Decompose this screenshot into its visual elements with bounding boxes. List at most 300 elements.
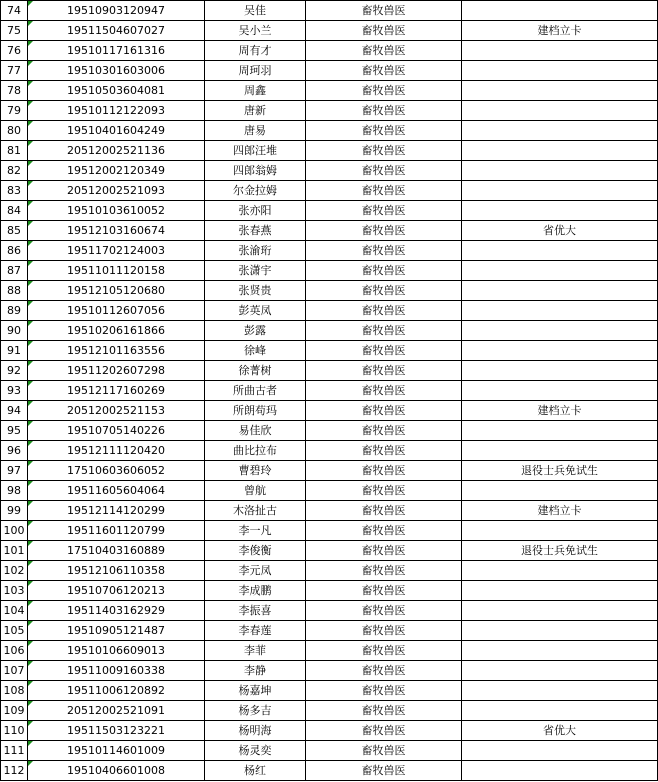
student-id-cell[interactable] xyxy=(28,241,205,261)
row-index-cell[interactable] xyxy=(1,641,28,661)
major-cell[interactable] xyxy=(306,481,462,501)
table-row xyxy=(1,181,658,201)
major-text: 畜牧兽医 xyxy=(361,264,406,277)
student-id-cell[interactable] xyxy=(28,401,205,421)
text-number-flag-icon xyxy=(28,421,33,426)
row-index-cell[interactable] xyxy=(1,661,28,681)
note-cell[interactable] xyxy=(462,361,658,381)
row-index-cell[interactable] xyxy=(1,61,28,81)
text-number-flag-icon xyxy=(28,1,33,6)
student-name-cell[interactable] xyxy=(205,81,306,101)
student-id-cell[interactable] xyxy=(28,561,205,581)
note-cell[interactable] xyxy=(462,661,658,681)
table-row xyxy=(1,361,658,381)
student-name-cell[interactable] xyxy=(205,141,306,161)
student-name-text: 彭露 xyxy=(244,324,266,337)
note-text: 退役士兵免试生 xyxy=(521,544,598,557)
student-id-cell[interactable] xyxy=(28,741,205,761)
major-cell[interactable] xyxy=(306,381,462,401)
row-index-cell[interactable] xyxy=(1,281,28,301)
row-index-text: 87 xyxy=(7,264,21,277)
major-cell[interactable] xyxy=(306,761,462,781)
table-row xyxy=(1,81,658,101)
text-number-flag-icon xyxy=(28,341,33,346)
row-index-text: 101 xyxy=(3,544,25,557)
row-index-cell[interactable] xyxy=(1,401,28,421)
row-index-text: 104 xyxy=(3,604,25,617)
student-id-cell[interactable] xyxy=(28,521,205,541)
major-cell[interactable] xyxy=(306,141,462,161)
note-cell[interactable] xyxy=(462,121,658,141)
student-id-cell[interactable] xyxy=(28,221,205,241)
student-name-cell[interactable] xyxy=(205,301,306,321)
student-name-text: 李俊衡 xyxy=(238,544,272,557)
row-index-cell[interactable] xyxy=(1,701,28,721)
major-cell[interactable] xyxy=(306,701,462,721)
student-name-text: 周有才 xyxy=(238,44,272,57)
note-cell[interactable] xyxy=(462,241,658,261)
student-id-text: 19510117161316 xyxy=(67,44,165,57)
student-id-cell[interactable] xyxy=(28,181,205,201)
note-cell[interactable] xyxy=(462,281,658,301)
student-name-cell[interactable] xyxy=(205,321,306,341)
student-id-cell[interactable] xyxy=(28,761,205,781)
table-row xyxy=(1,481,658,501)
student-name-text: 四郎翁姆 xyxy=(233,164,277,177)
table-row xyxy=(1,581,658,601)
student-id-cell[interactable] xyxy=(28,641,205,661)
student-name-text: 杨红 xyxy=(244,764,266,777)
note-cell[interactable] xyxy=(462,21,658,41)
major-cell[interactable] xyxy=(306,721,462,741)
student-name-cell[interactable] xyxy=(205,621,306,641)
student-name-cell[interactable] xyxy=(205,121,306,141)
major-cell[interactable] xyxy=(306,181,462,201)
note-cell[interactable] xyxy=(462,41,658,61)
student-name-cell[interactable] xyxy=(205,1,306,21)
student-id-text: 19510705140226 xyxy=(67,424,165,437)
major-text: 畜牧兽医 xyxy=(361,184,406,197)
student-id-cell[interactable] xyxy=(28,301,205,321)
table-row xyxy=(1,61,658,81)
text-number-flag-icon xyxy=(28,101,33,106)
row-index-text: 78 xyxy=(7,84,21,97)
text-number-flag-icon xyxy=(28,201,33,206)
row-index-cell[interactable] xyxy=(1,321,28,341)
major-cell[interactable] xyxy=(306,581,462,601)
major-cell[interactable] xyxy=(306,641,462,661)
row-index-cell[interactable] xyxy=(1,1,28,21)
note-cell[interactable] xyxy=(462,461,658,481)
student-name-cell[interactable] xyxy=(205,581,306,601)
student-name-cell[interactable] xyxy=(205,501,306,521)
major-cell[interactable] xyxy=(306,421,462,441)
text-number-flag-icon xyxy=(28,281,33,286)
row-index-cell[interactable] xyxy=(1,121,28,141)
row-index-text: 93 xyxy=(7,384,21,397)
student-name-cell[interactable] xyxy=(205,421,306,441)
row-index-text: 81 xyxy=(7,144,21,157)
student-id-cell[interactable] xyxy=(28,61,205,81)
row-index-cell[interactable] xyxy=(1,81,28,101)
major-cell[interactable] xyxy=(306,401,462,421)
student-id-cell[interactable] xyxy=(28,1,205,21)
student-name-text: 李振喜 xyxy=(238,604,272,617)
major-cell[interactable] xyxy=(306,561,462,581)
major-cell[interactable] xyxy=(306,21,462,41)
major-text: 畜牧兽医 xyxy=(361,544,406,557)
row-index-cell[interactable] xyxy=(1,581,28,601)
note-cell[interactable] xyxy=(462,441,658,461)
student-id-cell[interactable] xyxy=(28,541,205,561)
student-id-text: 19512117160269 xyxy=(67,384,165,397)
text-number-flag-icon xyxy=(28,601,33,606)
text-number-flag-icon xyxy=(28,701,33,706)
note-cell[interactable] xyxy=(462,201,658,221)
student-name-text: 李静 xyxy=(244,664,266,677)
row-index-cell[interactable] xyxy=(1,521,28,541)
note-cell[interactable] xyxy=(462,681,658,701)
student-id-text: 19510301603006 xyxy=(67,64,165,77)
major-text: 畜牧兽医 xyxy=(361,104,406,117)
text-number-flag-icon xyxy=(28,61,33,66)
student-name-cell[interactable] xyxy=(205,741,306,761)
student-id-cell[interactable] xyxy=(28,621,205,641)
major-cell[interactable] xyxy=(306,501,462,521)
student-name-cell[interactable] xyxy=(205,281,306,301)
row-index-cell[interactable] xyxy=(1,501,28,521)
table-row xyxy=(1,701,658,721)
student-name-cell[interactable] xyxy=(205,681,306,701)
row-index-cell[interactable] xyxy=(1,421,28,441)
note-cell[interactable] xyxy=(462,621,658,641)
note-cell[interactable] xyxy=(462,221,658,241)
student-id-text: 19510401604249 xyxy=(67,124,165,137)
major-cell[interactable] xyxy=(306,41,462,61)
note-cell[interactable] xyxy=(462,401,658,421)
row-index-cell[interactable] xyxy=(1,721,28,741)
student-name-cell[interactable] xyxy=(205,381,306,401)
row-index-cell[interactable] xyxy=(1,221,28,241)
note-cell[interactable] xyxy=(462,521,658,541)
student-id-cell[interactable] xyxy=(28,581,205,601)
student-id-cell[interactable] xyxy=(28,481,205,501)
major-text: 畜牧兽医 xyxy=(361,324,406,337)
note-cell[interactable] xyxy=(462,301,658,321)
major-cell[interactable] xyxy=(306,661,462,681)
text-number-flag-icon xyxy=(28,681,33,686)
student-name-cell[interactable] xyxy=(205,241,306,261)
major-cell[interactable] xyxy=(306,741,462,761)
row-index-cell[interactable] xyxy=(1,441,28,461)
row-index-cell[interactable] xyxy=(1,101,28,121)
student-id-text: 19511605604064 xyxy=(67,484,165,497)
major-cell[interactable] xyxy=(306,61,462,81)
student-id-cell[interactable] xyxy=(28,161,205,181)
table-row xyxy=(1,421,658,441)
student-id-cell[interactable] xyxy=(28,601,205,621)
table-row xyxy=(1,521,658,541)
note-cell[interactable] xyxy=(462,181,658,201)
note-cell[interactable] xyxy=(462,501,658,521)
row-index-cell[interactable] xyxy=(1,41,28,61)
table-row xyxy=(1,221,658,241)
student-name-text: 李一凡 xyxy=(238,524,272,537)
major-cell[interactable] xyxy=(306,461,462,481)
student-name-cell[interactable] xyxy=(205,661,306,681)
row-index-cell[interactable] xyxy=(1,201,28,221)
student-name-cell[interactable] xyxy=(205,701,306,721)
row-index-cell[interactable] xyxy=(1,621,28,641)
table-row xyxy=(1,41,658,61)
major-cell[interactable] xyxy=(306,361,462,381)
student-id-cell[interactable] xyxy=(28,361,205,381)
table-row xyxy=(1,661,658,681)
row-index-text: 100 xyxy=(3,524,25,537)
major-cell[interactable] xyxy=(306,521,462,541)
row-index-text: 83 xyxy=(7,184,21,197)
major-cell[interactable] xyxy=(306,341,462,361)
student-name-cell[interactable] xyxy=(205,361,306,381)
major-text: 畜牧兽医 xyxy=(361,684,406,697)
text-number-flag-icon xyxy=(28,81,33,86)
text-number-flag-icon xyxy=(28,521,33,526)
note-cell[interactable] xyxy=(462,61,658,81)
major-text: 畜牧兽医 xyxy=(361,584,406,597)
student-id-cell[interactable] xyxy=(28,141,205,161)
student-id-cell[interactable] xyxy=(28,461,205,481)
major-text: 畜牧兽医 xyxy=(361,704,406,717)
major-cell[interactable] xyxy=(306,681,462,701)
text-number-flag-icon xyxy=(28,381,33,386)
student-id-text: 19511009160338 xyxy=(67,664,165,677)
student-id-cell[interactable] xyxy=(28,321,205,341)
row-index-cell[interactable] xyxy=(1,461,28,481)
student-id-cell[interactable] xyxy=(28,281,205,301)
student-id-cell[interactable] xyxy=(28,421,205,441)
row-index-cell[interactable] xyxy=(1,561,28,581)
row-index-cell[interactable] xyxy=(1,141,28,161)
text-number-flag-icon xyxy=(28,321,33,326)
student-name-cell[interactable] xyxy=(205,461,306,481)
student-name-text: 周珂羽 xyxy=(238,64,272,77)
student-name-cell[interactable] xyxy=(205,561,306,581)
student-name-cell[interactable] xyxy=(205,481,306,501)
note-cell[interactable] xyxy=(462,721,658,741)
text-number-flag-icon xyxy=(28,461,33,466)
major-cell[interactable] xyxy=(306,621,462,641)
row-index-text: 108 xyxy=(3,684,25,697)
note-cell[interactable] xyxy=(462,1,658,21)
student-name-text: 彭英凤 xyxy=(238,304,272,317)
student-name-cell[interactable] xyxy=(205,761,306,781)
note-cell[interactable] xyxy=(462,541,658,561)
student-id-cell[interactable] xyxy=(28,121,205,141)
student-name-cell[interactable] xyxy=(205,161,306,181)
table-row xyxy=(1,761,658,781)
text-number-flag-icon xyxy=(28,261,33,266)
major-text: 畜牧兽医 xyxy=(361,524,406,537)
major-text: 畜牧兽医 xyxy=(361,664,406,677)
table-row xyxy=(1,601,658,621)
student-name-cell[interactable] xyxy=(205,541,306,561)
major-text: 畜牧兽医 xyxy=(361,204,406,217)
student-name-cell[interactable] xyxy=(205,441,306,461)
student-id-cell[interactable] xyxy=(28,661,205,681)
note-cell[interactable] xyxy=(462,161,658,181)
major-cell[interactable] xyxy=(306,1,462,21)
student-id-text: 17510403160889 xyxy=(67,544,165,557)
major-cell[interactable] xyxy=(306,81,462,101)
student-name-cell[interactable] xyxy=(205,41,306,61)
note-cell[interactable] xyxy=(462,81,658,101)
row-index-cell[interactable] xyxy=(1,21,28,41)
row-index-cell[interactable] xyxy=(1,341,28,361)
text-number-flag-icon xyxy=(28,721,33,726)
note-cell[interactable] xyxy=(462,701,658,721)
row-index-text: 74 xyxy=(7,4,21,17)
student-id-cell[interactable] xyxy=(28,81,205,101)
row-index-cell[interactable] xyxy=(1,681,28,701)
student-id-cell[interactable] xyxy=(28,381,205,401)
student-name-cell[interactable] xyxy=(205,221,306,241)
student-name-text: 四郎汪堆 xyxy=(233,144,277,157)
major-cell[interactable] xyxy=(306,301,462,321)
major-cell[interactable] xyxy=(306,101,462,121)
row-index-cell[interactable] xyxy=(1,301,28,321)
row-index-text: 94 xyxy=(7,404,21,417)
note-cell[interactable] xyxy=(462,261,658,281)
row-index-cell[interactable] xyxy=(1,361,28,381)
major-text: 畜牧兽医 xyxy=(361,164,406,177)
row-index-text: 107 xyxy=(3,664,25,677)
note-cell[interactable] xyxy=(462,101,658,121)
student-name-cell[interactable] xyxy=(205,721,306,741)
table-row xyxy=(1,741,658,761)
major-cell[interactable] xyxy=(306,321,462,341)
student-name-text: 李成鹏 xyxy=(238,584,272,597)
major-cell[interactable] xyxy=(306,161,462,181)
student-id-cell[interactable] xyxy=(28,681,205,701)
student-id-text: 19512105120680 xyxy=(67,284,165,297)
note-cell[interactable] xyxy=(462,481,658,501)
major-text: 畜牧兽医 xyxy=(361,64,406,77)
row-index-text: 99 xyxy=(7,504,21,517)
note-cell[interactable] xyxy=(462,561,658,581)
row-index-cell[interactable] xyxy=(1,381,28,401)
row-index-cell[interactable] xyxy=(1,741,28,761)
student-id-cell[interactable] xyxy=(28,701,205,721)
student-name-cell[interactable] xyxy=(205,521,306,541)
table-row xyxy=(1,281,658,301)
student-name-text: 曾航 xyxy=(244,484,266,497)
text-number-flag-icon xyxy=(28,361,33,366)
major-cell[interactable] xyxy=(306,541,462,561)
student-name-cell[interactable] xyxy=(205,641,306,661)
row-index-text: 85 xyxy=(7,224,21,237)
note-cell[interactable] xyxy=(462,581,658,601)
student-id-cell[interactable] xyxy=(28,21,205,41)
table-row xyxy=(1,401,658,421)
student-name-cell[interactable] xyxy=(205,21,306,41)
student-name-cell[interactable] xyxy=(205,401,306,421)
row-index-text: 92 xyxy=(7,364,21,377)
major-cell[interactable] xyxy=(306,261,462,281)
text-number-flag-icon xyxy=(28,21,33,26)
student-name-cell[interactable] xyxy=(205,181,306,201)
student-id-text: 19510706120213 xyxy=(67,584,165,597)
major-cell[interactable] xyxy=(306,281,462,301)
student-name-cell[interactable] xyxy=(205,261,306,281)
student-id-text: 19510106609013 xyxy=(67,644,165,657)
student-name-cell[interactable] xyxy=(205,341,306,361)
student-id-cell[interactable] xyxy=(28,261,205,281)
text-number-flag-icon xyxy=(28,141,33,146)
table-row xyxy=(1,21,658,41)
note-text: 建档立卡 xyxy=(537,404,582,417)
student-id-text: 19510112122093 xyxy=(67,104,165,117)
student-id-cell[interactable] xyxy=(28,341,205,361)
major-text: 畜牧兽医 xyxy=(361,504,406,517)
major-cell[interactable] xyxy=(306,201,462,221)
row-index-cell[interactable] xyxy=(1,161,28,181)
note-cell[interactable] xyxy=(462,321,658,341)
student-id-cell[interactable] xyxy=(28,41,205,61)
row-index-cell[interactable] xyxy=(1,181,28,201)
major-cell[interactable] xyxy=(306,441,462,461)
row-index-cell[interactable] xyxy=(1,601,28,621)
major-cell[interactable] xyxy=(306,601,462,621)
note-cell[interactable] xyxy=(462,601,658,621)
major-text: 畜牧兽医 xyxy=(361,284,406,297)
row-index-text: 96 xyxy=(7,444,21,457)
student-id-cell[interactable] xyxy=(28,201,205,221)
student-name-cell[interactable] xyxy=(205,61,306,81)
row-index-cell[interactable] xyxy=(1,761,28,781)
row-index-cell[interactable] xyxy=(1,481,28,501)
row-index-cell[interactable] xyxy=(1,241,28,261)
student-name-text: 李菲 xyxy=(244,644,266,657)
row-index-text: 103 xyxy=(3,584,25,597)
note-cell[interactable] xyxy=(462,741,658,761)
major-text: 畜牧兽医 xyxy=(361,464,406,477)
student-name-cell[interactable] xyxy=(205,601,306,621)
text-number-flag-icon xyxy=(28,181,33,186)
student-id-cell[interactable] xyxy=(28,721,205,741)
row-index-cell[interactable] xyxy=(1,541,28,561)
note-cell[interactable] xyxy=(462,761,658,781)
student-id-cell[interactable] xyxy=(28,441,205,461)
note-cell[interactable] xyxy=(462,341,658,361)
student-name-cell[interactable] xyxy=(205,101,306,121)
student-id-cell[interactable] xyxy=(28,101,205,121)
note-cell[interactable] xyxy=(462,381,658,401)
row-index-text: 82 xyxy=(7,164,21,177)
student-name-cell[interactable] xyxy=(205,201,306,221)
note-cell[interactable] xyxy=(462,421,658,441)
major-text: 畜牧兽医 xyxy=(361,124,406,137)
note-cell[interactable] xyxy=(462,141,658,161)
row-index-text: 77 xyxy=(7,64,21,77)
row-index-cell[interactable] xyxy=(1,261,28,281)
major-cell[interactable] xyxy=(306,121,462,141)
note-text: 退役士兵免试生 xyxy=(521,464,598,477)
major-cell[interactable] xyxy=(306,221,462,241)
note-cell[interactable] xyxy=(462,641,658,661)
note-text: 建档立卡 xyxy=(537,504,582,517)
major-cell[interactable] xyxy=(306,241,462,261)
student-id-cell[interactable] xyxy=(28,501,205,521)
